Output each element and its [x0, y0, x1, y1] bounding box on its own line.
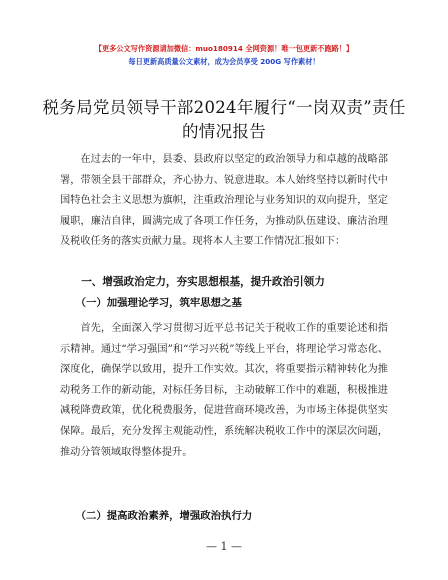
subsection1-paragraph: 首先，全面深入学习贯彻习近平总书记关于税收工作的重要论述和指示精神。通过“学习强国”和“学习兴税”等线上平台，将理论学习常态化、深度化，确保学以致用，提升工作实效。其次，将重要指示精神转化为推动税务工作的新动能，对标任务目标，主动破解工作中的难题，积极推进减税降费政策，优化税费服务，促进营商环境改善，为市场主体提供坚实保障。最后，充分发挥主观能动性，系统解决税收工作中的深层次问题，推动分管领域取得整体提升。 [60, 323, 388, 458]
intro-paragraph: 在过去的一年中，县委、县政府以坚定的政治领导力和卓越的战略部署，带领全县干部群众，齐心协力、锐意进取。本人始终坚持以新时代中国特色社会主义思想为旗帜，注重政治理论与业务知识的双向提升，坚定履职，廉洁自律，圆满完成了各项工作任务，为推动队伍建设、廉洁治理及税收任务的落实贡献力量。现将本人主要工作情况汇报如下： [60, 154, 388, 248]
promo-banner-line1: 【更多公文写作资源请加微信：muo180914 全网资源！唯一包更新不跑路！】 [94, 44, 354, 53]
promo-banner-line2: 每日更新高质量公文素材，成为会员享受 200G 写作素材！ [128, 57, 320, 66]
document-title: 税务局党员领导干部2024年履行“一岗双责”责任的情况报告 [42, 98, 406, 141]
section1-heading: 一、增强政治定力，夯实思想根基，提升政治引领力 [81, 276, 325, 288]
page-number: — 1 — [206, 540, 242, 553]
subsection1-heading: （一）加强理论学习，筑牢思想之基 [75, 297, 242, 309]
subsection2-heading: （二）提高政治素养，增强政治执行力 [75, 510, 253, 522]
